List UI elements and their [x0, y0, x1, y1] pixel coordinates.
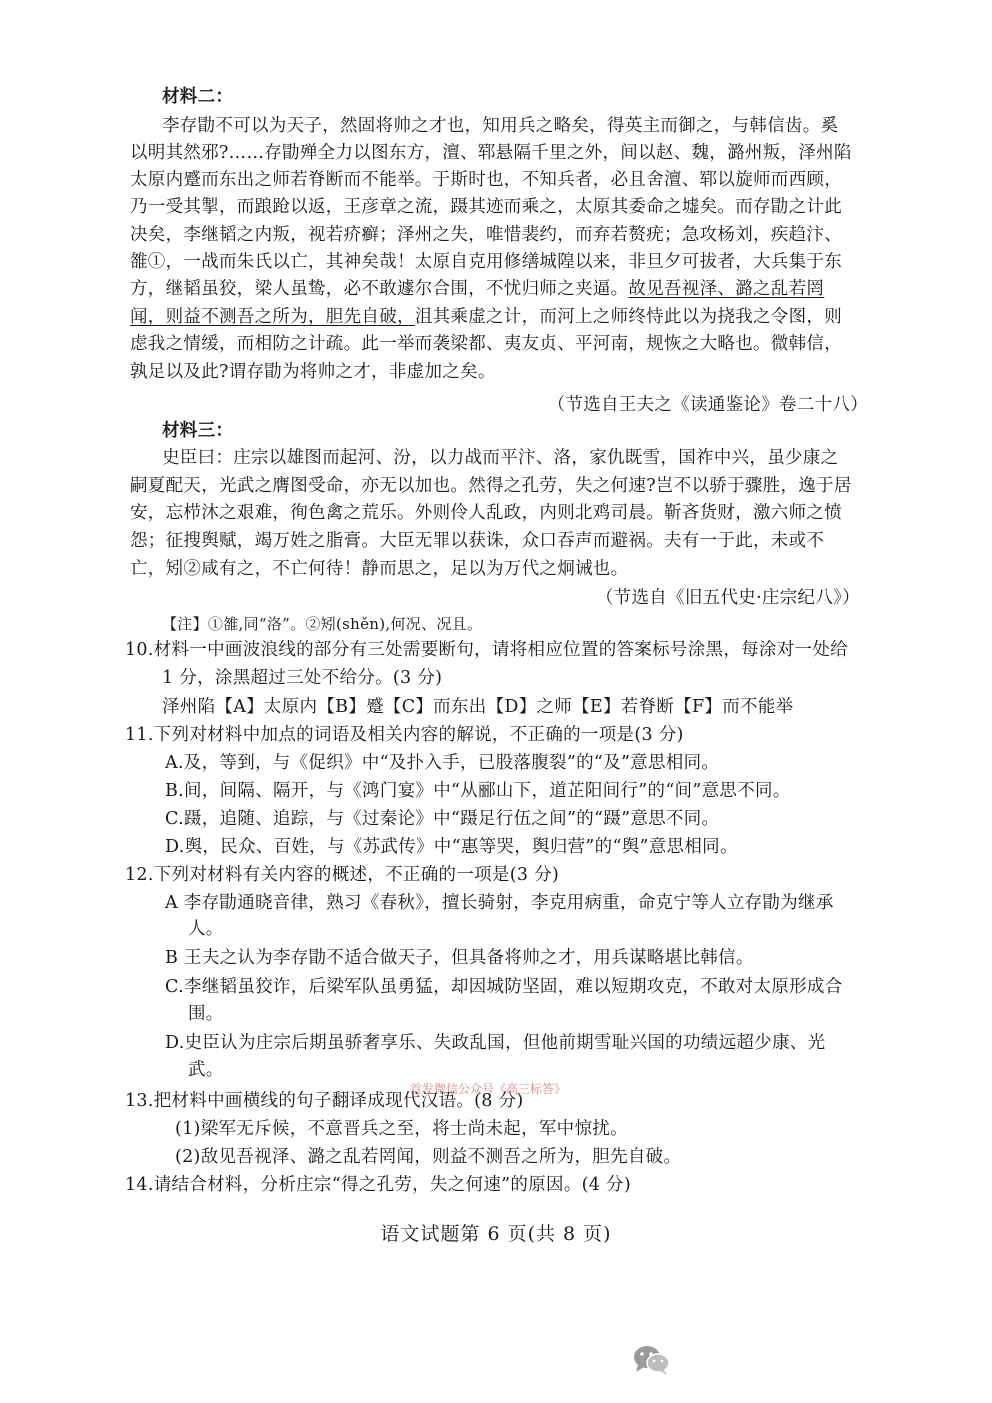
- question-14-stem: 14.请结合材料，分析庄宗“得之孔劳，失之何速”的原因。(4 分): [125, 1175, 631, 1195]
- question-12-option-c-cont: 围。: [188, 1004, 224, 1024]
- annotation-note: 【注】①雒,同“洛”。②矧(shěn),何况、况且。: [162, 615, 483, 633]
- material-three-line: 嗣夏配天，光武之膺图受命，亦无以加也。然得之孔劳，失之何速?岂不以骄于骤胜，逸于居: [130, 476, 852, 496]
- material-two-line: 虑我之情缓，而相防之计疏。此一举而袭梁都、夷友贞、平河南，规恢之大略也。微韩信，: [130, 334, 842, 354]
- underlined-sentence: 故见吾视泽、潞之乱若罔: [628, 279, 825, 299]
- material-three-line: 史臣曰：庄宗以雄图而起河、汾，以力战而平汴、洛，家仇既雪，国祚中兴，虽少康之: [162, 448, 839, 468]
- question-10-stem-cont: 1 分，涂黑超过三处不给分。(3 分): [162, 668, 443, 688]
- material-two-line: 孰足以及此?谓存勖为将帅之才，非虚加之矣。: [130, 362, 496, 382]
- question-10-options: 泽州陷【A】太原内【B】蹙【C】而东出【D】之师【E】若脊断【F】而不能举: [162, 697, 794, 717]
- material-two-line: 李存勖不可以为天子，然固将帅之才也，知用兵之略矣，得英主而御之，与韩信齿。奚: [162, 116, 839, 136]
- question-12-option-d-cont: 武。: [188, 1060, 224, 1080]
- material-three-line: 怨；征搜舆赋，竭万姓之脂膏。大臣无罪以获诛，众口吞声而避祸。夫有一于此，未或不: [130, 531, 825, 551]
- material-two-source: （节选自王夫之《读通鉴论》卷二十八）: [547, 395, 868, 415]
- material-two-line: 乃一受其掣，而踉跄以返，王彦章之流，蹑其迹而乘之，太原其委命之墟矣。而存勖之计此: [130, 197, 842, 217]
- question-11-option-c: C.蹑，追随、追踪，与《过秦论》中“蹑足行伍之间”的“蹑”意思不同。: [165, 809, 720, 829]
- material-two-line: [130, 276, 824, 302]
- question-12-option-c: C.李继韬虽狡诈，后梁军队虽勇猛，却因城防坚固，难以短期攻克，不敢对太原形成合: [165, 977, 843, 997]
- page-footer: 语文试题第 6 页(共 8 页): [380, 1223, 612, 1245]
- wechat-icon: [632, 1343, 672, 1377]
- material-two-line: 太原内蹙而东出之师若脊断而不能举。于斯时也，不知兵者，必且舍澶、郓以旋师而西顾，: [130, 170, 842, 190]
- material-two-text: 方，继韬虽狡，梁人虽鸷，必不敢遽尔合围，不忧归师之夹逼。: [130, 279, 629, 299]
- question-12-option-a: A 李存勖通晓音律，熟习《春秋》，擅长骑射，李克用病重，命克宁等人立存勖为继承: [165, 893, 834, 913]
- question-13-sentence-1: (1)梁军无斥候，不意晋兵之至，将士尚未起，军中惊扰。: [175, 1119, 628, 1139]
- question-12-option-a-cont: 人。: [188, 919, 224, 939]
- question-11-stem: 11.下列对材料中加点的词语及相关内容的解说，不正确的一项是(3 分): [125, 725, 684, 745]
- question-12-option-b: B 王夫之认为李存勖不适合做天子，但具备将帅之才，用兵谋略堪比韩信。: [165, 948, 754, 968]
- material-two-heading: 材料二：: [162, 87, 234, 107]
- watermark: 首发微信公众号《高三标答》: [410, 1082, 567, 1096]
- material-two-line: 雒①，一战而朱氏以亡，其神矣哉！太原自克用修缮城隍以来，非旦夕可拔者，大兵集于东: [130, 252, 842, 272]
- question-13-sentence-2: (2)敌见吾视泽、潞之乱若罔闻，则益不测吾之所为，胆先自破。: [175, 1147, 682, 1167]
- question-11-option-d: D.舆，民众、百姓，与《苏武传》中“惠等哭，舆归营”的“舆”意思相同。: [165, 837, 738, 857]
- material-three-source: （节选自《旧五代史·庄宗纪八》）: [595, 588, 860, 608]
- question-12-stem: 12.下列对材料有关内容的概述，不正确的一项是(3 分): [125, 865, 560, 885]
- material-three-line: 安，忘栉沐之艰难，徇色禽之荒乐。外则伶人乱政，内则北鸡司晨。靳吝货财，激六师之愤: [130, 503, 842, 523]
- question-12-option-d: D.史臣认为庄宗后期虽骄奢享乐、失政乱国，但他前期雪耻兴国的功绩远超少康、光: [165, 1033, 826, 1053]
- material-two-line: 以明其然邪?……存勖殚全力以图东方，澶、郓悬隔千里之外，间以赵、魏，潞州叛，泽州陷: [130, 143, 852, 163]
- material-two-line: 决矣，李继韬之内叛，视若疥癣；泽州之失，唯惜裴约，而弃若赘疣；急攻杨刘，疾趋汴、: [130, 225, 842, 245]
- material-two-line: [130, 304, 842, 330]
- question-10-stem: 10.材料一中画波浪线的部分有三处需要断句，请将相应位置的答案标号涂黑，每涂对一处给: [125, 640, 848, 660]
- question-11-option-a: A.及，等到，与《促织》中“及扑入手，已股落腹裂”的“及”意思相同。: [165, 753, 720, 773]
- question-13-stem: 13.把材料中画横线的句子翻译成现代汉语。(8 分): [125, 1091, 524, 1111]
- material-two-text: 沮其乘虚之计，而河上之师终恃此以为挠我之令图，则: [414, 307, 843, 327]
- question-11-option-b: B.间，间隔、隔开，与《鸿门宴》中“从郦山下，道芷阳间行”的“间”意思不同。: [165, 781, 791, 801]
- underlined-sentence: 闻，则益不测吾之所为，胆先自破，: [130, 307, 415, 327]
- material-three-heading: 材料三：: [162, 421, 234, 441]
- material-three-line: 亡，矧②咸有之，不亡何待！静而思之，足以为万代之炯诫也。: [130, 559, 629, 579]
